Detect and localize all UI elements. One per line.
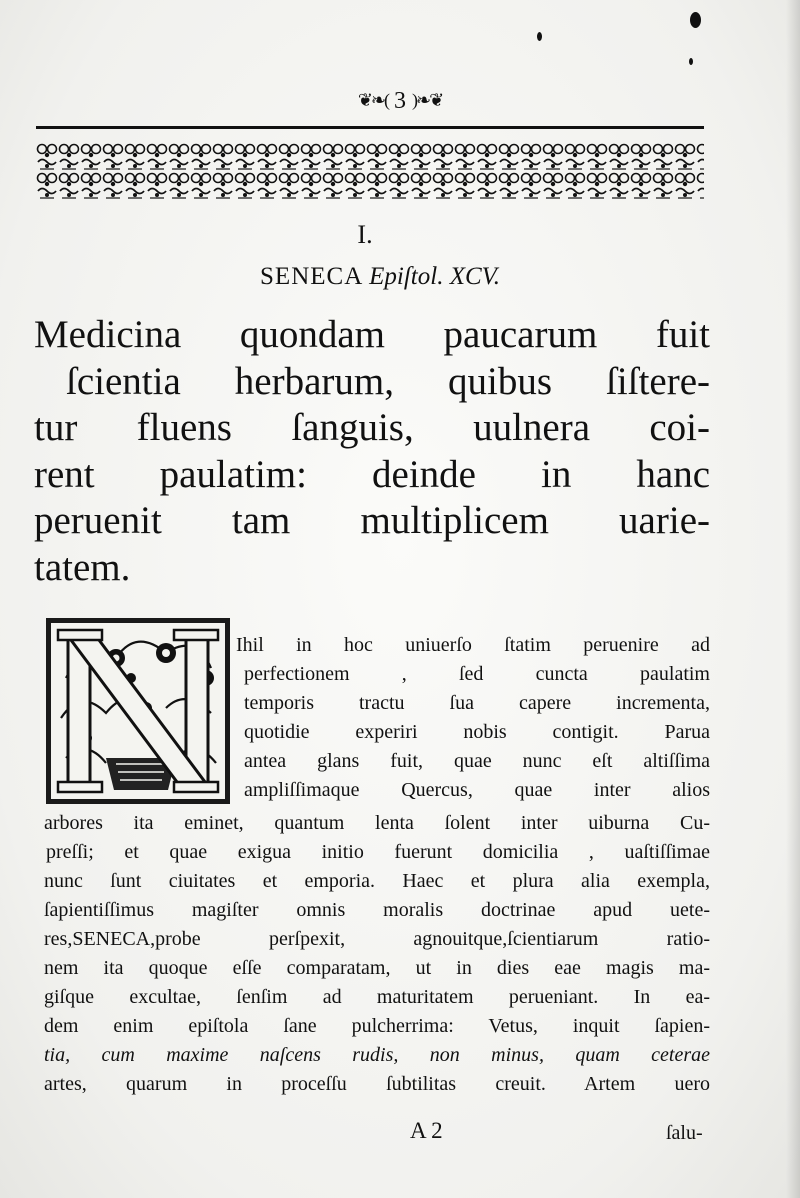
ink-speck [690, 12, 701, 28]
quote-line: peruenit tam multiplicem uarie- [34, 499, 710, 542]
body-line: tia, cum maxime naſcens rudis, non minus, quam ceterae [44, 1044, 710, 1066]
body-line: antea glans fuit, quae nunc eſt altiſſima [244, 750, 710, 772]
body-line: res,SENECA,probe perſpexit, agnouitque,ſcientiarum ratio- [44, 928, 710, 950]
quote-line: ſcientia herbarum, quibus ſiſtere- [66, 359, 710, 403]
body-line: artes, quarum in proceſſu ſubtilitas creuit. Artem uero [44, 1073, 710, 1095]
ink-speck [689, 58, 693, 65]
body-line: ſapientiſſimus magiſter omnis moralis doctrinae apud uete- [44, 899, 710, 921]
citation-work: Epiſtol. XCV. [369, 263, 500, 290]
body-line: dem enim epiſtola ſane pulcherrima: Vetus, inquit ſapien- [44, 1015, 710, 1037]
quote-line: tur fluens ſanguis, uulnera coi- [34, 406, 710, 449]
body-line: arbores ita eminet, quantum lenta ſolent inter uiburna Cu- [44, 812, 710, 834]
quote-line: Medicina quondam paucarum fuit [34, 313, 710, 356]
decorated-initial-n [46, 618, 230, 804]
signature-mark: A 2 [410, 1118, 443, 1143]
page-number: 3 [394, 88, 406, 114]
quote-line: rent paulatim: deinde in hanc [34, 452, 710, 496]
page-edge-shadow [786, 0, 800, 1198]
header-ornament-right: )❧❦ [412, 90, 443, 110]
source-citation [0, 263, 760, 291]
body-line: quotidie experiri nobis contigit. Parua [244, 721, 710, 743]
body-line: giſque excultae, ſenſim ad maturitatem perueniant. In ea- [44, 986, 710, 1008]
running-header [0, 80, 800, 120]
citation-author: SENECA [260, 263, 362, 290]
body-line: perfectionem , ſed cuncta paulatim [244, 663, 710, 685]
ink-speck [537, 32, 542, 41]
header-ornament-left: ❦❧( [357, 90, 388, 110]
body-line: temporis tractu ſua capere incrementa, [244, 692, 710, 714]
body-line: ampliſſimaque Quercus, quae inter alios [244, 779, 710, 801]
body-line: nunc ſunt ciuitates et emporia. Haec et plura alia exempla, [44, 870, 710, 892]
body-line: Ihil in hoc uniuerſo ſtatim peruenire ad [236, 634, 710, 656]
quote-line: tatem. [34, 545, 131, 589]
section-numeral: I. [357, 220, 373, 249]
body-line: preſſi; et quae exigua initio fuerunt domicilia , uaſtiſſimae [46, 841, 710, 863]
header-rule [36, 126, 704, 129]
ornamental-border-band [36, 142, 704, 200]
body-line: nem ita quoque eſſe comparatam, ut in dies eae magis ma- [44, 957, 710, 979]
catchword: ſalu- [666, 1122, 703, 1144]
epigraph-quote [34, 312, 710, 591]
